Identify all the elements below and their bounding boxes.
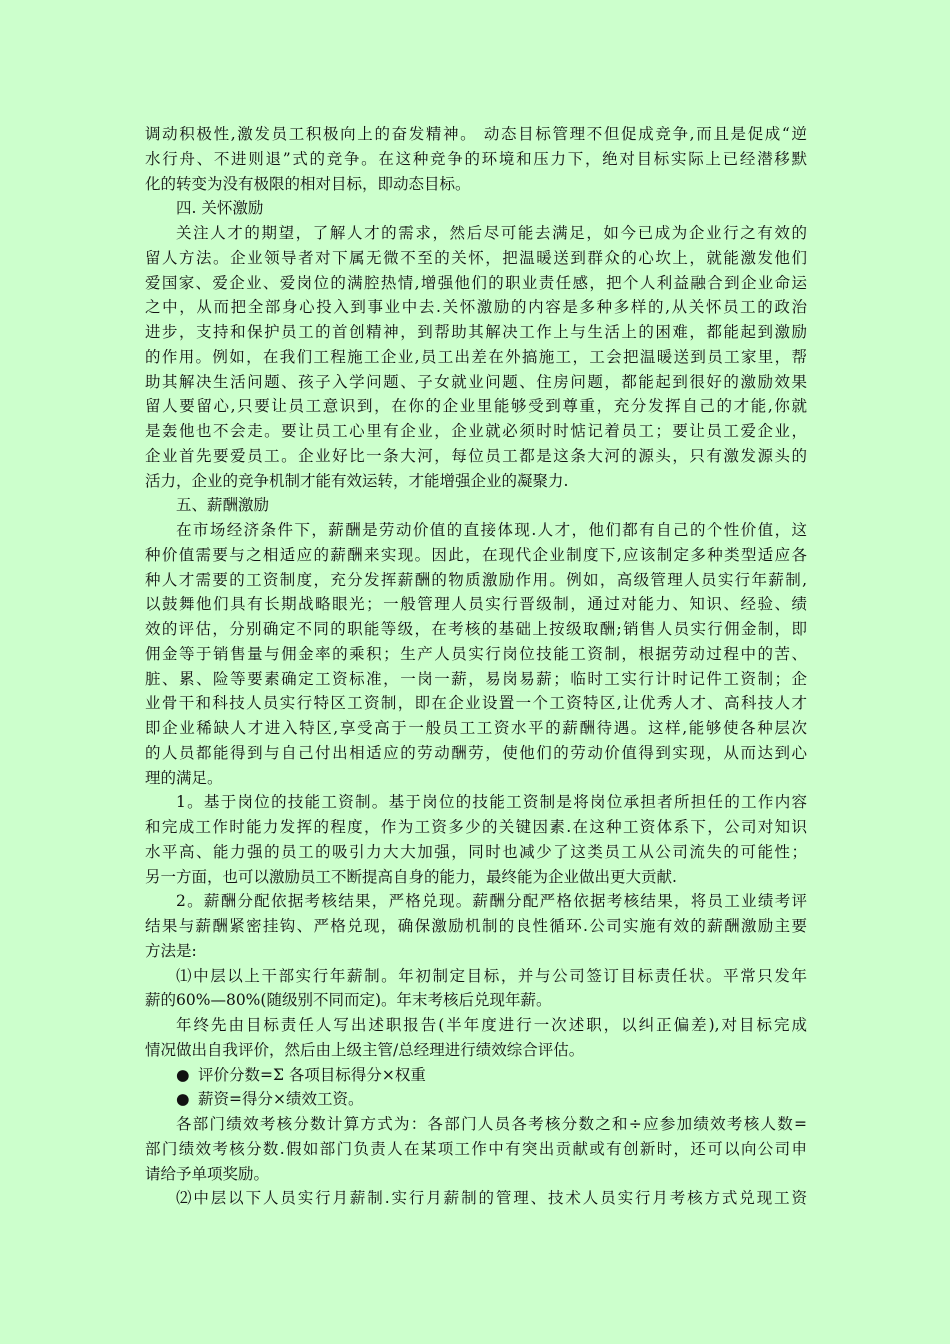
text-line: 关注人才的期望，了解人才的需求，然后尽可能去满足，如今已成为企业行之有效的 (176, 224, 807, 242)
text-line: 的人员都能得到与自己付出相适应的劳动酬劳，使他们的劳动价值得到实现，从而达到心 (145, 743, 807, 762)
text-line: 种价值需要与之相适应的薪酬来实现。因此，在现代企业制度下,应该制定多种类型适应各 (145, 545, 807, 564)
document-body (145, 122, 807, 1211)
text-line: 是轰他也不会走。要让员工心里有企业，企业就必须时时惦记着员工；要让员工爱企业， (145, 422, 807, 440)
text-line: 化的转变为没有极限的相对目标，即动态目标。 (145, 174, 471, 193)
text-line: 调动积极性,激发员工积极向上的奋发精神。 动态目标管理不但促成竞争,而且是促成“逆 (145, 125, 807, 143)
text-line: 四. 关怀激励 (176, 199, 264, 218)
text-line: 活力，企业的竞争机制才能有效运转，才能增强企业的凝聚力. (145, 471, 569, 490)
bullet-text: 评价分数=Σ 各项目标得分×权重 (198, 1065, 426, 1084)
text-line: 脏、累、险等要素确定工资标准，一岗一薪，易岗易薪；临时工实行计时记件工资制；企 (145, 669, 807, 688)
text-line: 即企业稀缺人才进入特区,享受高于一般员工工资水平的薪酬待遇。这样,能够使各种层次 (145, 719, 807, 737)
text-line: ⑵中层以下人员实行月薪制.实行月薪制的管理、技术人员实行月考核方式兑现工资 (176, 1189, 807, 1208)
text-line: 各部门绩效考核分数计算方式为：各部门人员各考核分数之和÷应参加绩效考核人数= (176, 1115, 807, 1133)
text-line: 1。基于岗位的技能工资制。基于岗位的技能工资制是将岗位承担者所担任的工作内容 (176, 793, 807, 812)
bullet-line (145, 1087, 807, 1112)
text-line: 企业首先要爱员工。企业好比一条大河，每位员工都是这条大河的源头，只有激发源头的 (145, 446, 807, 465)
text-line: 情况做出自我评价，然后由上级主管/总经理进行绩效综合评估。 (145, 1040, 585, 1059)
text-line: 效的评估，分别确定不同的职能等级，在考核的基础上按级取酬;销售人员实行佣金制，即 (145, 620, 807, 638)
bullet-icon: ● (176, 1065, 190, 1084)
text-line: ⑴中层以上干部实行年薪制。年初制定目标，并与公司签订目标责任状。平常只发年 (176, 966, 807, 985)
bullet-line (145, 1063, 807, 1088)
text-line: 种人才需要的工资制度，充分发挥薪酬的物质激励作用。例如，高级管理人员实行年薪制, (145, 570, 807, 589)
text-line: 的作用。例如，在我们工程施工企业,员工出差在外搞施工，工会把温暖送到员工家里，帮 (145, 347, 807, 366)
text-line: 留人方法。企业领导者对下属无微不至的关怀，把温暖送到群众的心坎上，就能激发他们 (145, 248, 807, 267)
text-line: 年终先由目标责任人写出述职报告(半年度进行一次述职，以纠正偏差),对目标完成 (176, 1016, 807, 1034)
text-line: 五、薪酬激励 (176, 496, 270, 515)
text-line: 以鼓舞他们具有长期战略眼光；一般管理人员实行晋级制，通过对能力、知识、经验、绩 (145, 595, 807, 614)
text-line: 进步，支持和保护员工的首创精神，到帮助其解决工作上与生活上的困难，都能起到激励 (145, 323, 807, 341)
text-line: 另一方面，也可以激励员工不断提高自身的能力，最终能为企业做出更大贡献. (145, 867, 677, 886)
text-line: 结果与薪酬紧密挂钩、严格兑现，确保激励机制的良性循环.公司实施有效的薪酬激励主要 (145, 917, 807, 935)
text-line: 水行舟、不进则退”式的竞争。在这种竞争的环境和压力下，绝对目标实际上已经潜移默 (145, 149, 807, 168)
text-line: 部门绩效考核分数.假如部门负责人在某项工作中有突出贡献或有创新时，还可以向公司申 (145, 1139, 807, 1158)
text-line: 助其解决生活问题、孩子入学问题、子女就业问题、住房问题，都能起到很好的激励效果 (145, 372, 807, 391)
text-line: 爱国家、爱企业、爱岗位的满腔热情,增强他们的职业责任感，把个人利益融合到企业命运 (145, 273, 807, 292)
text-line: 佣金等于销售量与佣金率的乘积；生产人员实行岗位技能工资制，根据劳动过程中的苦、 (145, 644, 807, 663)
text-line: 理的满足。 (145, 768, 223, 787)
text-line: 留人要留心,只要让员工意识到，在你的企业里能够受到尊重，充分发挥自己的才能,你就 (145, 397, 807, 416)
text-line: 方法是: (145, 941, 197, 960)
text-line: 薪的60%—80%(随级别不同而定)。年末考核后兑现年薪。 (145, 991, 552, 1010)
text-line: 2。薪酬分配依据考核结果，严格兑现。薪酬分配严格依据考核结果，将员工业绩考评 (176, 892, 807, 911)
text-line: 请给予单项奖励。 (145, 1164, 270, 1183)
text-line: 之中，从而把全部身心投入到事业中去.关怀激励的内容是多种多样的,从关怀员工的政治 (145, 298, 807, 317)
text-line: 和完成工作时能力发挥的程度，作为工资多少的关键因素.在这种工资体系下，公司对知识 (145, 818, 807, 836)
bullet-icon: ● (176, 1090, 190, 1109)
text-line: 业骨干和科技人员实行特区工资制，即在企业设置一个工资特区,让优秀人才、高科技人才 (145, 694, 807, 713)
text-line: 水平高、能力强的员工的吸引力大大加强，同时也减少了这类员工从公司流失的可能性； (145, 842, 807, 861)
text-line: 在市场经济条件下，薪酬是劳动价值的直接体现.人才，他们都有自己的个性价值，这 (176, 521, 807, 539)
bullet-text: 薪资=得分×绩效工资。 (198, 1090, 364, 1109)
